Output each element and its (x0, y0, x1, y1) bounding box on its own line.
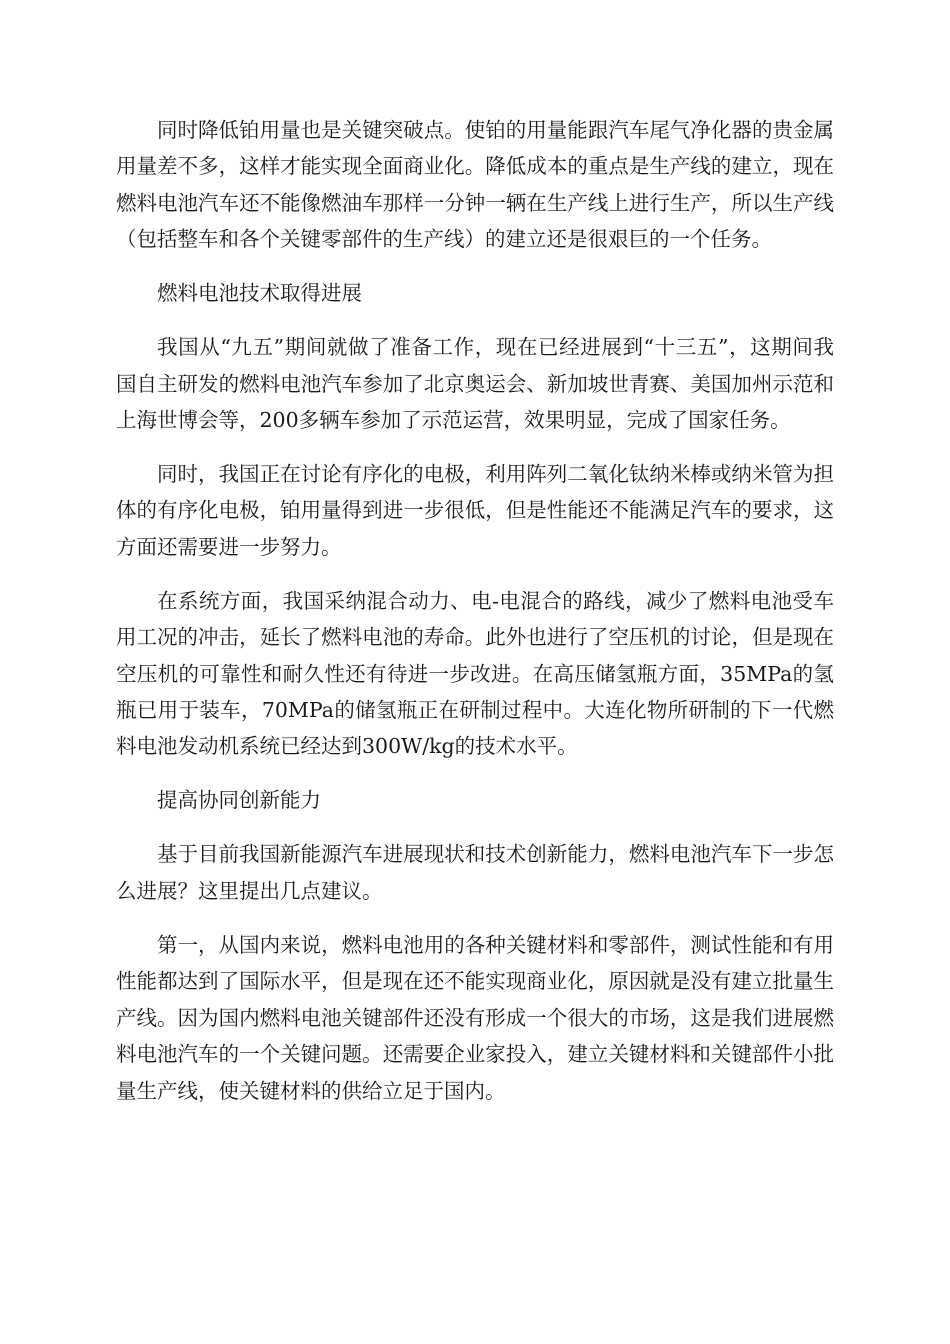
paragraph-platinum-reduction: 同时降低铂用量也是关键突破点。使铂的用量能跟汽车尾气净化器的贵金属用量差不多，这样才能实现全面商业化。降低成本的重点是生产线的建立，现在燃料电池汽车还不能像燃油车那样一分钟一辆在生产线上进行生产，所以生产线（包括整车和各个关键零部件的生产线）的建立还是很艰巨的一个任务。 (116, 118, 834, 252)
paragraph-ordered-electrode: 同时，我国正在讨论有序化的电极，利用阵列二氧化钛纳米棒或纳米管为担体的有序化电极，铂用量得到进一步很低，但是性能还不能满足汽车的要求，这方面还需要进一步努力。 (116, 462, 834, 559)
paragraph-national-development: 我国从“九五”期间就做了准备工作，现在已经进展到“十三五”，这期间我国自主研发的燃料电池汽车参加了北京奥运会、新加坡世青赛、美国加州示范和上海世博会等，200多辆车参加了示范运营，效果明显，完成了国家任务。 (116, 335, 834, 433)
paragraph-system-progress: 在系统方面，我国采纳混合动力、电-电混合的路线，减少了燃料电池受车用工况的冲击，延长了燃料电池的寿命。此外也进行了空压机的讨论，但是现在空压机的可靠性和耐久性还有待进一步改进。在高压储氢瓶方面，35MPa的氢瓶已用于装车，70MPa的储氢瓶正在研制过程中。大连化物所研制的下一代燃料电池发动机系统已经达到300W/kg的技术水平。 (116, 588, 834, 759)
paragraph-suggestion-one: 第一，从国内来说，燃料电池用的各种关键材料和零部件，测试性能和有用性能都达到了国际水平，但是现在还不能实现商业化，原因就是没有建立批量生产线。因为国内燃料电池关键部件还没有形成一个很大的市场，这是我们进展燃料电池汽车的一个关键问题。还需要企业家投入，建立关键材料和关键部件小批量生产线，使关键材料的供给立足于国内。 (116, 932, 834, 1103)
document-body (116, 112, 834, 1109)
section-heading-collaborative-innovation: 提高协同创新能力 (157, 788, 321, 813)
paragraph-suggestions-intro: 基于目前我国新能源汽车进展现状和技术创新能力，燃料电池汽车下一步怎么进展？这里提出几点建议。 (116, 842, 834, 903)
section-heading-fuel-cell-progress: 燃料电池技术取得进展 (157, 281, 362, 306)
